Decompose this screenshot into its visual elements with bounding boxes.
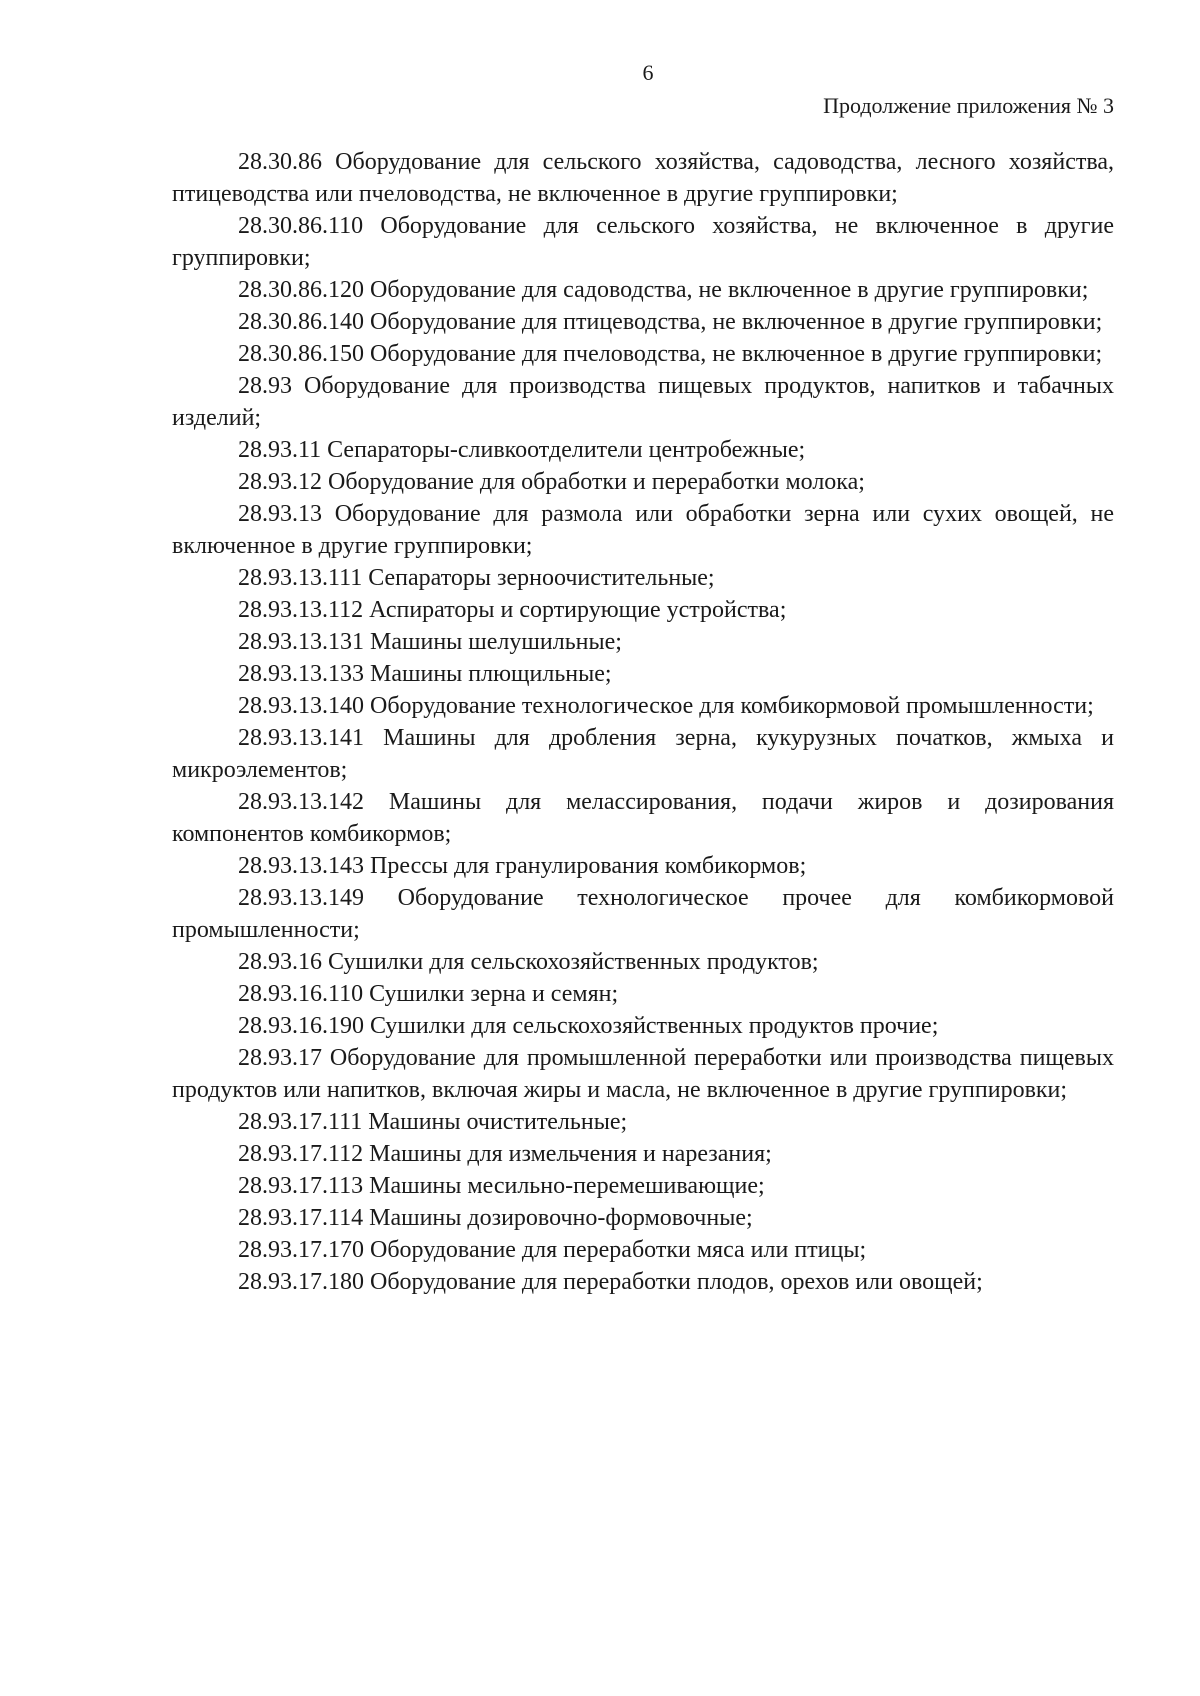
list-item: 28.93.13.140 Оборудование технологическое для комбикормовой промышленности; bbox=[238, 693, 1094, 719]
list-item: 28.30.86.150 Оборудование для пчеловодства, не включенное в другие группировки; bbox=[238, 341, 1103, 367]
annex-continuation-header: Продолжение приложения № 3 bbox=[823, 93, 1114, 118]
list-item: 28.93.13.142 Машины для мелассирования, подачи жиров и дозирования компонентов комбикормов; bbox=[172, 789, 1114, 847]
classification-list bbox=[172, 146, 1114, 1298]
list-item: 28.30.86 Оборудование для сельского хозяйства, садоводства, лесного хозяйства, птицеводства или пчеловодства, не включенное в другие группировки; bbox=[172, 149, 1114, 207]
list-item: 28.93.17.113 Машины месильно-перемешивающие; bbox=[238, 1173, 765, 1199]
list-item: 28.93.12 Оборудование для обработки и переработки молока; bbox=[238, 469, 865, 495]
list-item: 28.93.13.111 Сепараторы зерноочистительные; bbox=[238, 565, 715, 591]
list-item: 28.93.16.110 Сушилки зерна и семян; bbox=[238, 981, 619, 1007]
list-item: 28.93 Оборудование для производства пищевых продуктов, напитков и табачных изделий; bbox=[172, 373, 1114, 431]
list-item: 28.30.86.110 Оборудование для сельского хозяйства, не включенное в другие группировки; bbox=[172, 213, 1114, 271]
list-item: 28.93.16 Сушилки для сельскохозяйственных продуктов; bbox=[238, 949, 819, 975]
list-item: 28.93.13.133 Машины плющильные; bbox=[238, 661, 612, 687]
list-item: 28.93.13.141 Машины для дробления зерна, кукурузных початков, жмыха и микроэлементов; bbox=[172, 725, 1114, 783]
list-item: 28.30.86.140 Оборудование для птицеводства, не включенное в другие группировки; bbox=[238, 309, 1103, 335]
list-item: 28.93.13.131 Машины шелушильные; bbox=[238, 629, 622, 655]
list-item: 28.93.17.112 Машины для измельчения и нарезания; bbox=[238, 1141, 772, 1167]
list-item: 28.93.17.111 Машины очистительные; bbox=[238, 1109, 628, 1135]
list-item: 28.93.13.143 Прессы для гранулирования комбикормов; bbox=[238, 853, 807, 879]
list-item: 28.93.17 Оборудование для промышленной переработки или производства пищевых продуктов или напитков, включая жиры и масла, не включенное в другие группировки; bbox=[172, 1045, 1114, 1103]
list-item: 28.93.13.149 Оборудование технологическое прочее для комбикормовой промышленности; bbox=[172, 885, 1114, 943]
list-item: 28.93.16.190 Сушилки для сельскохозяйственных продуктов прочие; bbox=[238, 1013, 939, 1039]
list-item: 28.93.17.180 Оборудование для переработки плодов, орехов или овощей; bbox=[238, 1269, 983, 1295]
list-item: 28.93.13.112 Аспираторы и сортирующие устройства; bbox=[238, 597, 787, 623]
list-item: 28.93.11 Сепараторы-сливкоотделители центробежные; bbox=[238, 437, 806, 463]
list-item: 28.30.86.120 Оборудование для садоводства, не включенное в другие группировки; bbox=[238, 277, 1089, 303]
list-item: 28.93.17.170 Оборудование для переработки мяса или птицы; bbox=[238, 1237, 867, 1263]
list-item: 28.93.13 Оборудование для размола или обработки зерна или сухих овощей, не включенное в другие группировки; bbox=[172, 501, 1114, 559]
page-number: 6 bbox=[642, 60, 654, 85]
list-item: 28.93.17.114 Машины дозировочно-формовочные; bbox=[238, 1205, 753, 1231]
